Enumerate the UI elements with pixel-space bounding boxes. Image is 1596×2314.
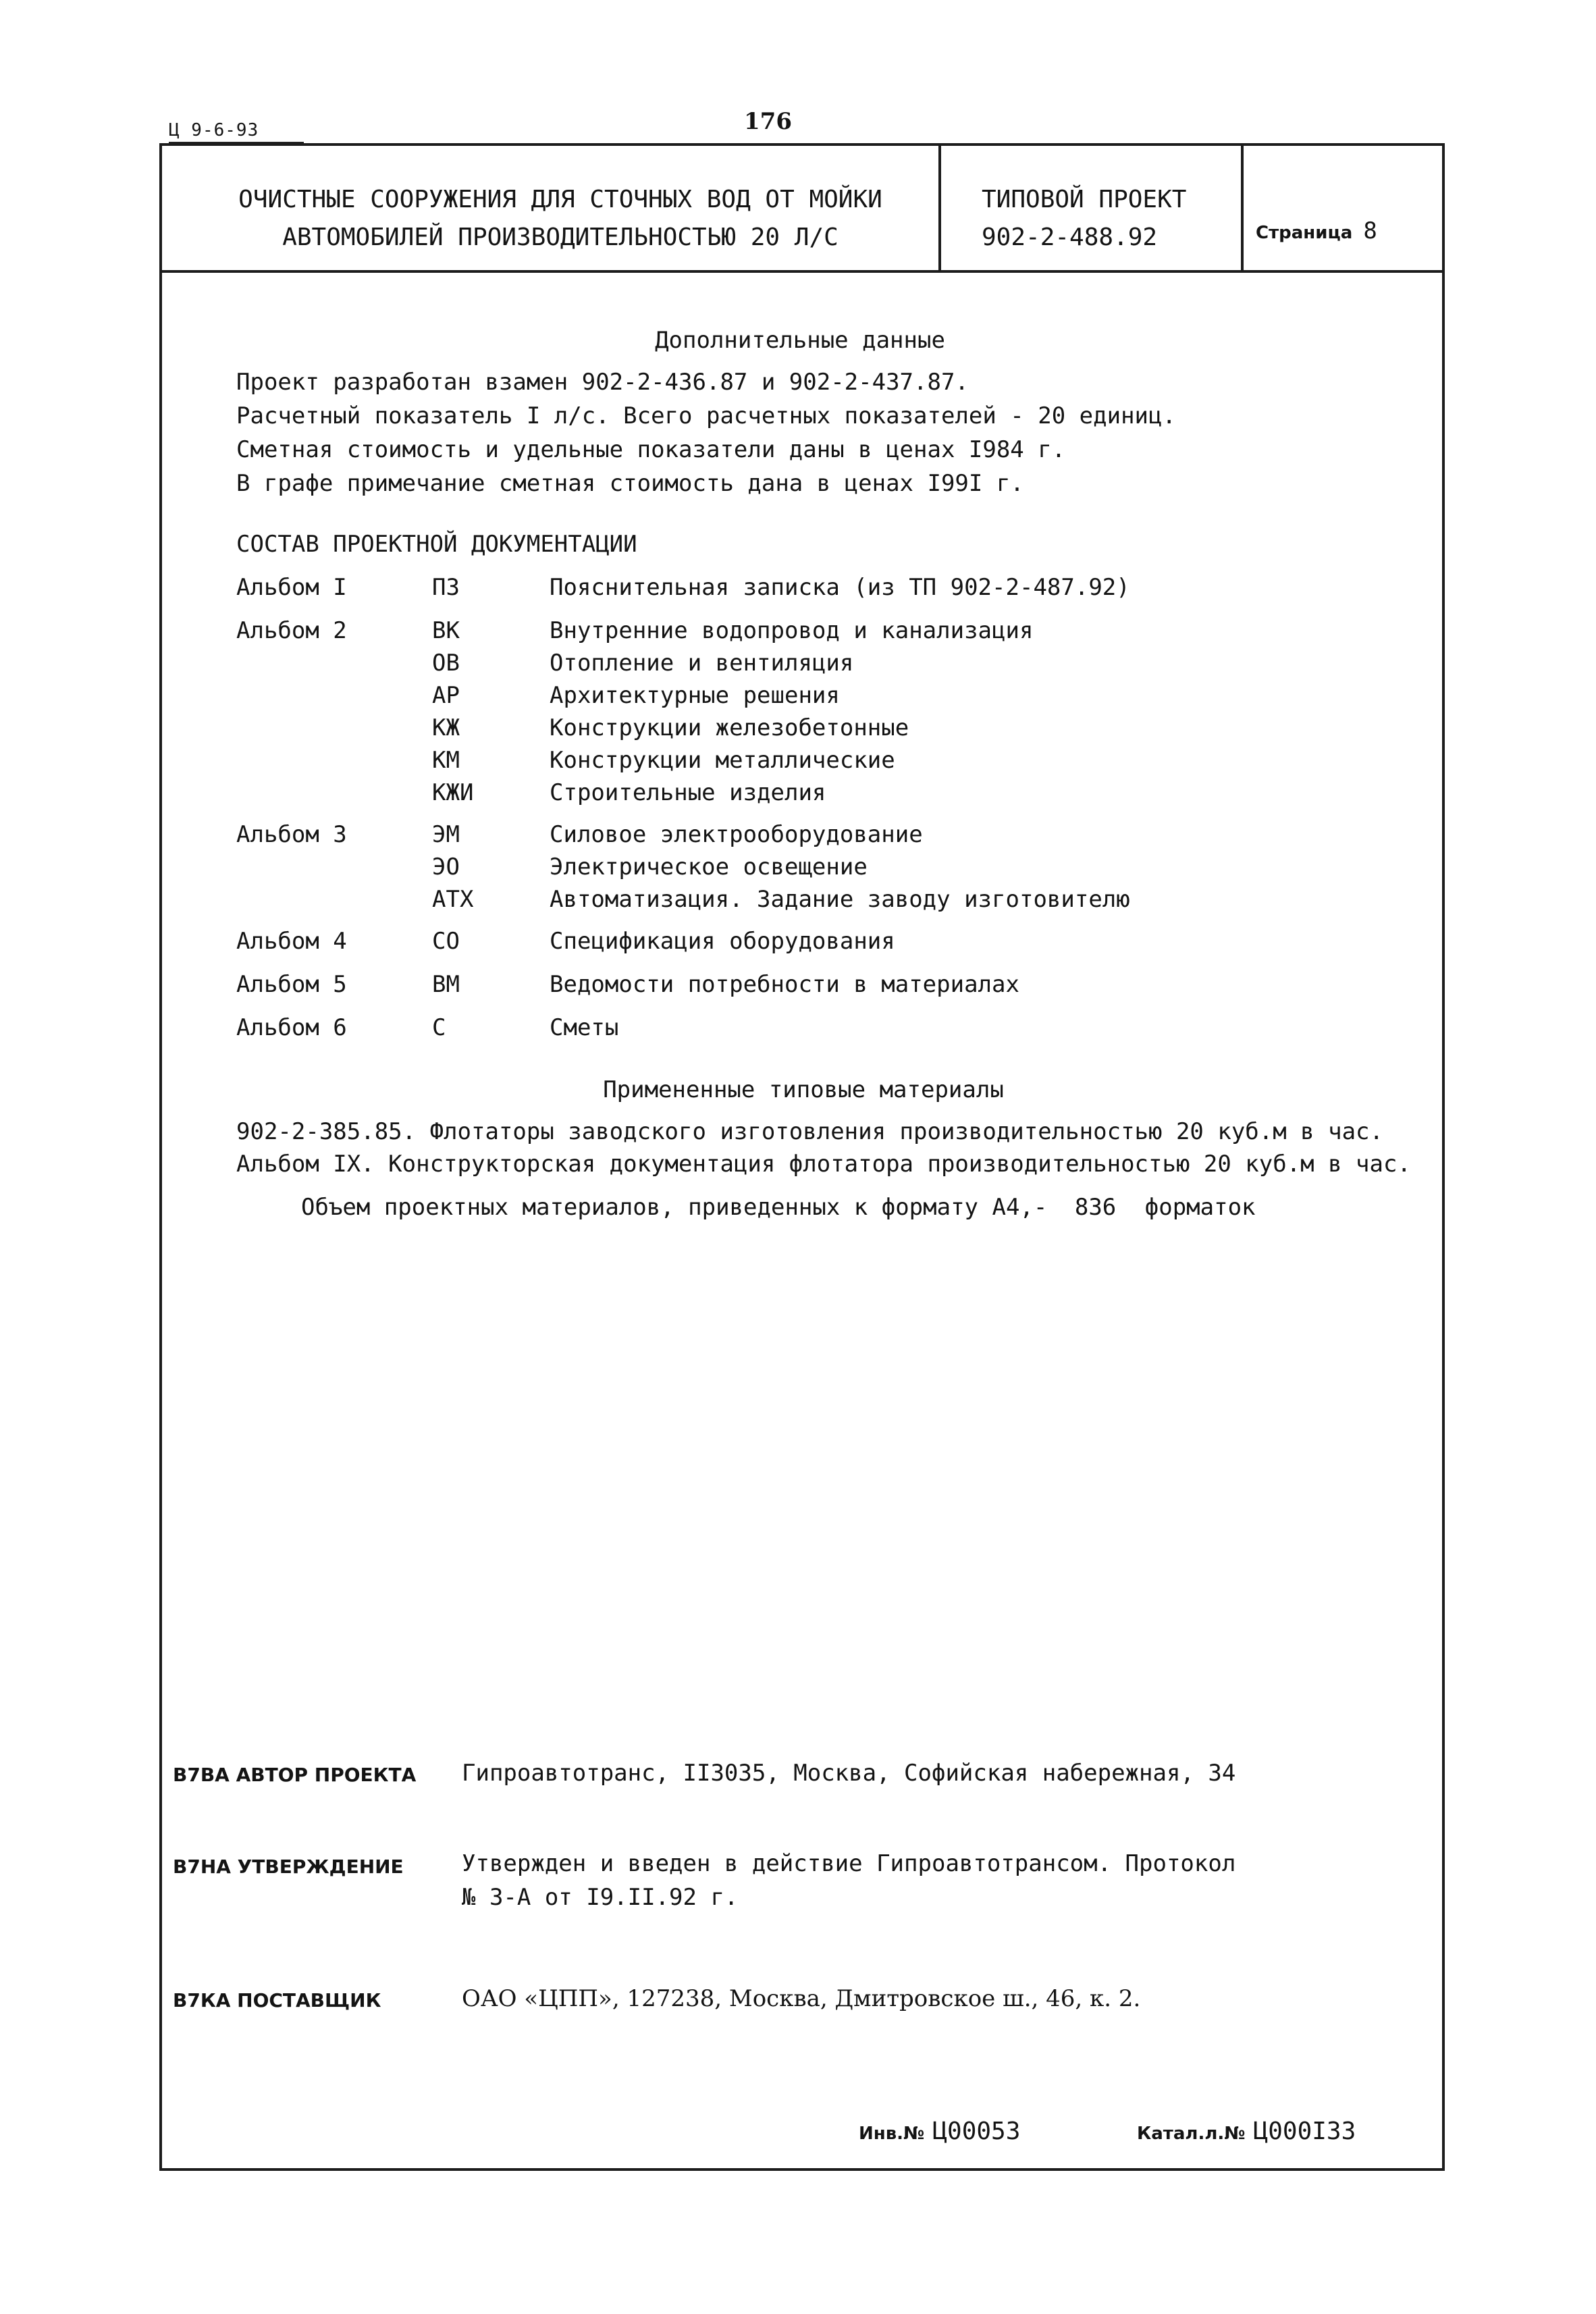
document-code: Ц 9-6-93: [169, 120, 259, 140]
row-album: Альбом 4: [236, 928, 347, 955]
row-desc: Сметы: [550, 1014, 619, 1041]
inventory-value: Ц00053: [932, 2118, 1021, 2145]
header-divider: [162, 270, 1442, 273]
row-code: КЖИ: [432, 779, 474, 806]
page-label: Страница: [1256, 223, 1353, 243]
row-code: СО: [432, 928, 460, 955]
row-desc: Спецификация оборудования: [550, 928, 895, 955]
author-label: В7ВА АВТОР ПРОЕКТА: [173, 1764, 417, 1786]
sheet-page-number: 176: [744, 108, 792, 135]
row-desc: Конструкции металлические: [550, 747, 895, 774]
row-album: Альбом 3: [236, 821, 347, 848]
row-desc: Внутренние водопровод и канализация: [550, 617, 1034, 644]
row-desc: Архитектурные решения: [550, 682, 840, 709]
additional-line-4: В графе примечание сметная стоимость дана в ценах I99I г.: [236, 470, 1024, 497]
additional-line-2: Расчетный показатель I л/с. Всего расчетных показателей - 20 единиц.: [236, 402, 1176, 429]
materials-heading: Примененные типовые материалы: [603, 1076, 1004, 1103]
volume-prefix: Объем проектных материалов, приведенных к формату А4,-: [301, 1194, 1048, 1221]
row-desc: Отопление и вентиляция: [550, 650, 854, 677]
author-text: Гипроавтотранс, II3035, Москва, Софийская набережная, 34: [462, 1760, 1236, 1787]
row-desc: Электрическое освещение: [550, 853, 868, 880]
row-desc: Конструкции железобетонные: [550, 714, 909, 741]
volume-value: 836: [1074, 1194, 1117, 1221]
supplier-text: ОАО «ЦПП», 127238, Москва, Дмитровское ш., 46, к. 2.: [462, 1985, 1141, 2012]
materials-line-1: 902-2-385.85. Флотаторы заводского изготовления производительностью 20 куб.м в час.: [236, 1118, 1383, 1145]
catalog-value: Ц000I33: [1253, 2118, 1356, 2145]
row-code: ВМ: [432, 971, 460, 998]
row-code: АТХ: [432, 886, 474, 913]
row-code: ЭМ: [432, 821, 460, 848]
page-box: [1256, 217, 1377, 244]
composition-heading: СОСТАВ ПРОЕКТНОЙ ДОКУМЕНТАЦИИ: [236, 531, 637, 558]
row-code: КЖ: [432, 714, 460, 741]
page-value: 8: [1363, 217, 1377, 244]
additional-line-1: Проект разработан взамен 902-2-436.87 и 902-2-437.87.: [236, 369, 969, 396]
row-desc: Ведомости потребности в материалах: [550, 971, 1019, 998]
header-divider-2: [1241, 146, 1244, 270]
row-code: АР: [432, 682, 460, 709]
project-label: ТИПОВОЙ ПРОЕКТ: [982, 186, 1187, 213]
row-desc: Силовое электрооборудование: [550, 821, 923, 848]
materials-volume: [301, 1194, 1256, 1221]
additional-line-3: Сметная стоимость и удельные показатели даны в ценах I984 г.: [236, 436, 1066, 463]
row-desc: Пояснительная записка (из ТП 902-2-487.92): [550, 574, 1130, 601]
volume-suffix: форматок: [1144, 1194, 1256, 1221]
header-title-line1: ОЧИСТНЫЕ СООРУЖЕНИЯ ДЛЯ СТОЧНЫХ ВОД ОТ МОЙКИ: [238, 186, 882, 213]
row-code: С: [432, 1014, 446, 1041]
row-code: ВК: [432, 617, 460, 644]
catalog-number: [1137, 2118, 1356, 2145]
catalog-label: Катал.л.№: [1137, 2124, 1246, 2144]
inventory-label: Инв.№: [859, 2124, 925, 2144]
approval-line-2: № 3-А от I9.II.92 г.: [462, 1884, 739, 1911]
row-desc: Строительные изделия: [550, 779, 826, 806]
row-album: Альбом 2: [236, 617, 347, 644]
additional-heading: Дополнительные данные: [655, 327, 945, 354]
row-code: ПЗ: [432, 574, 460, 601]
row-album: Альбом 6: [236, 1014, 347, 1041]
inventory-number: [859, 2118, 1020, 2145]
project-number: 902-2-488.92: [982, 223, 1158, 251]
row-desc: Автоматизация. Задание заводу изготовителю: [550, 886, 1130, 913]
approval-line-1: Утвержден и введен в действие Гипроавтотрансом. Протокол: [462, 1850, 1236, 1877]
row-album: Альбом 5: [236, 971, 347, 998]
project-box: [982, 181, 1186, 257]
header-title-line2: АВТОМОБИЛЕЙ ПРОИЗВОДИТЕЛЬНОСТЬЮ 20 Л/С: [282, 223, 839, 251]
row-code: ЭО: [432, 853, 460, 880]
header-divider-1: [938, 146, 941, 270]
row-album: Альбом I: [236, 574, 347, 601]
materials-line-2: Альбом IX. Конструкторская документация флотатора производительностью 20 куб.м в час.: [236, 1151, 1411, 1178]
supplier-label: В7КА ПОСТАВЩИК: [173, 1989, 381, 2011]
row-code: КМ: [432, 747, 460, 774]
approval-label: В7НА УТВЕРЖДЕНИЕ: [173, 1856, 404, 1878]
row-code: ОВ: [432, 650, 460, 677]
header-title: [203, 181, 918, 257]
